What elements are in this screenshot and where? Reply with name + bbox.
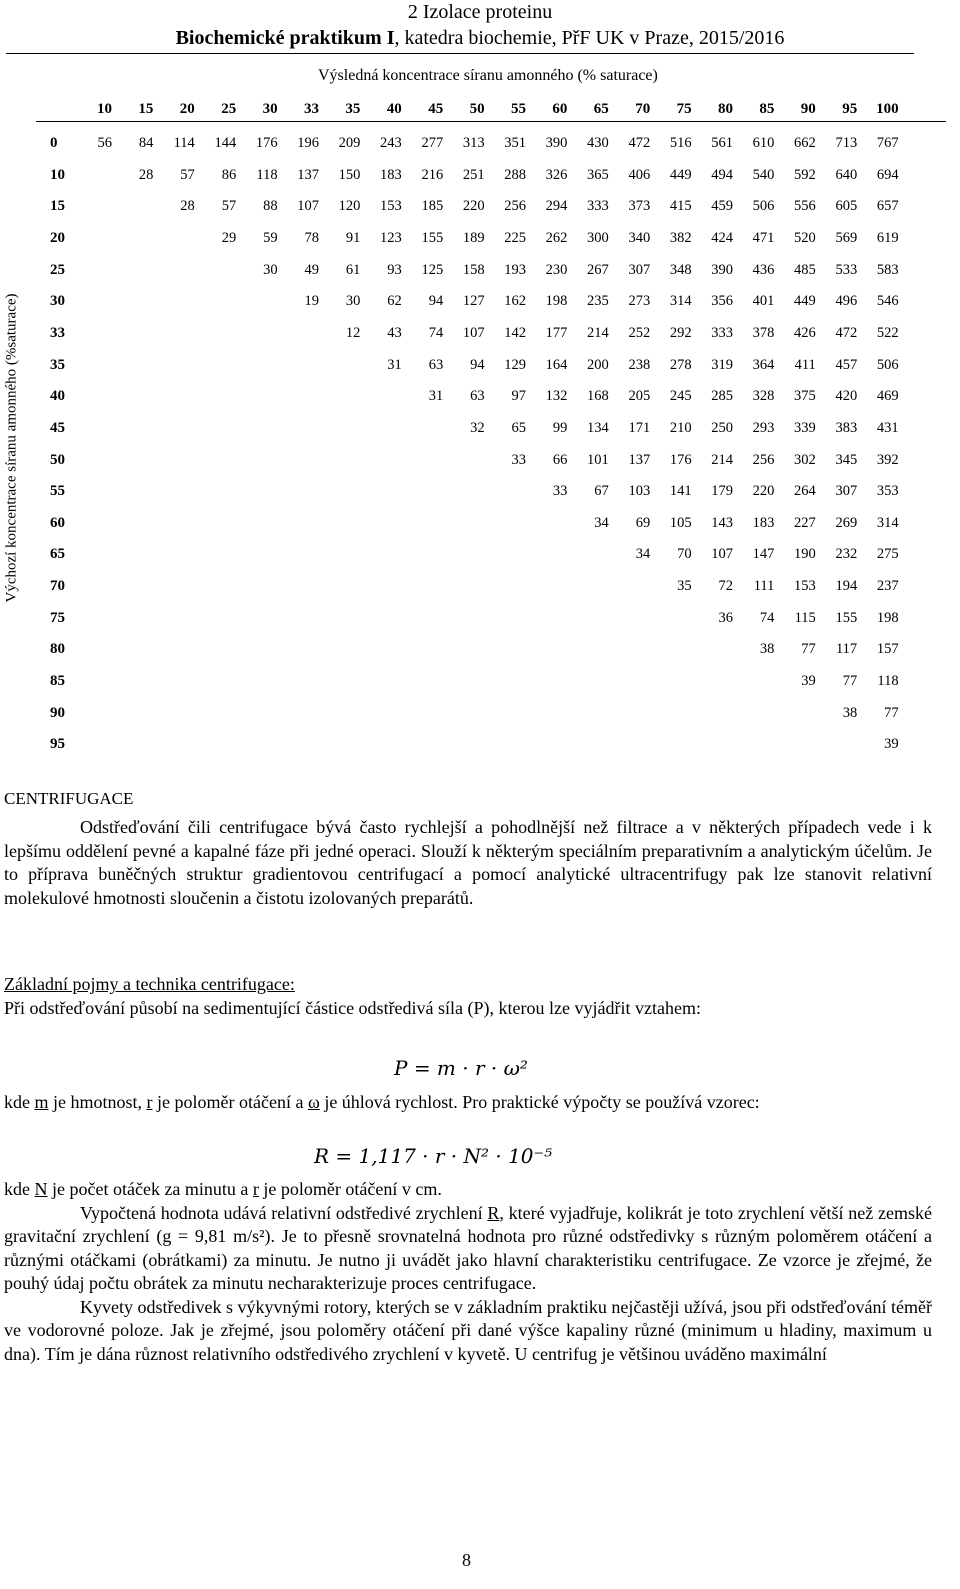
table-cell: 94 — [428, 293, 444, 310]
table-cell: 93 — [387, 261, 402, 278]
table-cell: 378 — [752, 324, 775, 341]
column-header-95: 95 — [842, 101, 858, 117]
table-cell: 533 — [835, 261, 858, 278]
table-cell: 415 — [669, 198, 692, 215]
table-cell: 333 — [711, 324, 733, 341]
table-cell: 250 — [711, 419, 733, 436]
table-cell: 485 — [794, 261, 816, 278]
column-header-100: 100 — [876, 101, 899, 117]
table-cell: 592 — [794, 166, 816, 183]
table-cell: 61 — [345, 261, 361, 278]
row-header-45: 45 — [50, 419, 65, 436]
table-cell: 264 — [794, 483, 816, 500]
where2-n: N — [34, 1179, 48, 1199]
table-cell: 147 — [752, 546, 775, 563]
table-cell: 411 — [794, 356, 816, 373]
table-cell: 457 — [835, 356, 858, 373]
intro-paragraph: Odstřeďování čili centrifugace bývá často rychlejší a pohodlnější než filtrace a v některých případech vede i k lepšímu oddělení pevné a kapalné fáze při jedné operaci. Slouží k některým speciálním preparativním a analytickým účelům. Je to příprava buněčných struktur gradientovou centrifugací a pomocí analytické ultracentrifugy pak lze stanovit relativní molekulové hmotnosti sloučenin a čistotu izolovaných preparátů. — [4, 817, 932, 908]
table-cell: 256 — [752, 451, 775, 468]
row-header-55: 55 — [50, 483, 65, 500]
table-cell: 382 — [669, 229, 692, 246]
table-cell: 123 — [380, 229, 402, 246]
table-cell: 63 — [428, 356, 444, 373]
table-cell: 662 — [794, 135, 816, 151]
row-axis-label-text: Výchozí koncentrace síranu amonného (%saturace) — [3, 293, 20, 603]
course-title — [0, 26, 960, 50]
table-cell: 157 — [876, 641, 899, 658]
table-cell: 88 — [263, 198, 278, 215]
table-cell: 235 — [587, 293, 609, 310]
table-cell: 214 — [711, 451, 733, 468]
table-cell: 353 — [876, 483, 899, 500]
where2-b: je počet otáček za minutu a — [47, 1179, 253, 1199]
table-cell: 561 — [711, 135, 733, 151]
where2-block — [4, 1178, 932, 1366]
table-cell: 333 — [587, 198, 609, 215]
table-cell: 33 — [552, 483, 568, 500]
row-header-15: 15 — [50, 198, 65, 215]
table-cell: 72 — [718, 578, 733, 595]
row-header-75: 75 — [50, 609, 65, 626]
table-cell: 94 — [470, 356, 485, 373]
table-cell: 210 — [669, 419, 692, 436]
table-title: Výsledná koncentrace síranu amonného (% saturace) — [318, 67, 658, 84]
table-cell: 426 — [794, 324, 816, 341]
table-cell: 168 — [587, 388, 609, 405]
table-cell: 273 — [628, 293, 651, 310]
table-cell: 449 — [669, 166, 692, 183]
table-cell: 63 — [470, 388, 485, 405]
table-cell: 619 — [876, 229, 899, 246]
table-cell: 657 — [876, 198, 899, 215]
table-cell: 142 — [504, 324, 526, 341]
table-cell: 28 — [180, 198, 195, 215]
column-header-20: 20 — [179, 101, 195, 117]
table-cell: 424 — [711, 229, 733, 246]
table-cell: 351 — [504, 135, 526, 151]
table-cell: 292 — [669, 324, 692, 341]
rcf-a: Vypočtená hodnota udává relativní odstředivé zrychlení — [80, 1202, 488, 1223]
column-header-70: 70 — [635, 101, 651, 117]
table-cell: 86 — [221, 166, 237, 183]
column-header-15: 15 — [138, 101, 154, 117]
table-cell: 105 — [669, 514, 692, 531]
table-cell: 569 — [835, 229, 858, 246]
table-cell: 340 — [628, 229, 651, 246]
table-cell: 314 — [876, 514, 899, 531]
table-cell: 153 — [794, 578, 816, 595]
table-cell: 39 — [801, 673, 816, 690]
course-title-rest: , katedra biochemie, PřF UK v Praze, 2015/2016 — [394, 27, 785, 49]
table-cell: 84 — [138, 135, 154, 151]
where1-a: kde — [4, 1092, 35, 1112]
column-header-33: 33 — [304, 101, 319, 117]
table-cell: 77 — [842, 673, 858, 690]
table-cell: 200 — [587, 356, 609, 373]
table-cell: 19 — [304, 293, 319, 310]
table-cell: 125 — [421, 261, 444, 278]
table-cell: 70 — [677, 546, 692, 563]
column-header-75: 75 — [676, 101, 692, 117]
table-cell: 375 — [794, 388, 816, 405]
table-cell: 33 — [511, 451, 526, 468]
table-cell: 472 — [628, 135, 651, 151]
table-cell: 118 — [877, 673, 899, 690]
row-header-25: 25 — [50, 261, 65, 278]
table-cell: 449 — [794, 293, 816, 310]
table-cell: 39 — [884, 736, 899, 753]
table-cell: 155 — [835, 609, 858, 626]
table-cell: 546 — [876, 293, 899, 310]
table-cell: 326 — [545, 166, 568, 183]
table-cell: 256 — [504, 198, 526, 215]
cuvette-paragraph: Kyvety odstředivek s výkyvnými rotory, kterých se v základním praktiku nejčastěji užívá, jsou při odstřeďování téměř ve vodorovné poloze. Jak je zřejmé, jsou poloměry otáčení při dané výšce kapaliny různé (minimum u hladiny, maximum u dna). Tím je dána různost relativního odstředivého zrychlení v kyvetě. U centrifug je většinou uváděno maximální — [4, 1296, 932, 1364]
table-cell: 59 — [263, 229, 278, 246]
table-cell: 220 — [462, 198, 485, 215]
page-number: 8 — [462, 1550, 471, 1570]
table-cell: 117 — [835, 641, 858, 658]
table-cell: 29 — [221, 229, 237, 246]
table-cell: 401 — [752, 293, 775, 310]
table-cell: 107 — [297, 198, 319, 215]
table-cell: 328 — [752, 388, 775, 405]
table-cell: 49 — [304, 261, 319, 278]
where2-a: kde — [4, 1179, 35, 1199]
column-header-80: 80 — [718, 101, 733, 117]
table-cell: 238 — [628, 356, 651, 373]
table-cell: 137 — [628, 451, 651, 468]
where2-c: je poloměr otáčení v cm. — [258, 1179, 442, 1199]
table-cell: 237 — [876, 578, 899, 595]
table-cell: 77 — [801, 641, 816, 658]
basics-heading-text: Základní pojmy a technika centrifugace: — [4, 974, 295, 994]
table-cell: 69 — [635, 514, 651, 531]
table-cell: 227 — [794, 514, 816, 531]
table-cell: 293 — [752, 419, 775, 436]
table-cell: 56 — [97, 135, 112, 151]
table-cell: 459 — [711, 198, 733, 215]
table-cell: 520 — [794, 229, 816, 246]
table-cell: 62 — [387, 293, 402, 310]
basics-heading — [4, 973, 932, 997]
table-cell: 91 — [345, 229, 361, 246]
table-cell: 183 — [752, 514, 775, 531]
table-cell: 78 — [304, 229, 319, 246]
row-header-0: 0 — [50, 135, 58, 151]
table-cell: 198 — [876, 609, 899, 626]
table-cell: 436 — [752, 261, 775, 278]
table-cell: 144 — [214, 135, 237, 151]
table-cell: 610 — [752, 135, 775, 151]
table-cell: 420 — [835, 388, 858, 405]
table-cell: 129 — [504, 356, 526, 373]
table-cell: 390 — [711, 261, 733, 278]
table-cell: 28 — [138, 166, 154, 183]
table-cell: 339 — [794, 419, 816, 436]
table-cell: 31 — [387, 356, 402, 373]
table-cell: 390 — [545, 135, 568, 151]
table-cell: 214 — [587, 324, 609, 341]
where1-c: je poloměr otáčení a — [152, 1092, 308, 1112]
table-cell: 216 — [421, 166, 444, 183]
table-cell: 269 — [835, 514, 858, 531]
table-cell: 251 — [462, 166, 485, 183]
table-cell: 115 — [794, 609, 816, 626]
table-cell: 143 — [711, 514, 733, 531]
row-header-20: 20 — [50, 229, 65, 246]
table-cell: 193 — [504, 261, 526, 278]
table-cell: 150 — [338, 166, 361, 183]
row-header-33: 33 — [50, 324, 65, 341]
table-cell: 694 — [876, 166, 899, 183]
table-cell: 194 — [835, 578, 858, 595]
table-cell: 179 — [711, 483, 733, 500]
table-cell: 540 — [752, 166, 775, 183]
table-cell: 164 — [545, 356, 568, 373]
table-cell: 262 — [545, 229, 568, 246]
table-cell: 66 — [552, 451, 568, 468]
where1-w: ω — [307, 1092, 320, 1112]
table-cell: 43 — [387, 324, 402, 341]
table-cell: 640 — [835, 166, 858, 183]
column-header-30: 30 — [262, 101, 278, 117]
where1-paragraph — [4, 1091, 932, 1115]
table-cell: 209 — [338, 135, 361, 151]
table-cell: 430 — [587, 135, 609, 151]
table-cell: 162 — [504, 293, 526, 310]
table-cell: 556 — [794, 198, 816, 215]
row-header-30: 30 — [50, 293, 65, 310]
table-cell: 767 — [876, 135, 899, 151]
table-cell: 364 — [752, 356, 775, 373]
table-cell: 141 — [669, 483, 692, 500]
table-cell: 118 — [256, 166, 278, 183]
header-rule — [6, 53, 914, 54]
where1-b: je hmotnost, — [48, 1092, 147, 1112]
table-cell: 205 — [628, 388, 651, 405]
table-cell: 177 — [545, 324, 568, 341]
table-cell: 114 — [173, 135, 195, 151]
column-header-90: 90 — [800, 101, 816, 117]
table-cell: 189 — [462, 229, 485, 246]
course-title-bold: Biochemické praktikum I — [175, 27, 395, 49]
table-cell: 522 — [876, 324, 899, 341]
row-header-60: 60 — [50, 514, 65, 531]
table-cell: 77 — [884, 704, 899, 721]
table-cell: 127 — [462, 293, 485, 310]
table-cell: 275 — [876, 546, 899, 563]
basics-paragraph: Při odstřeďování působí na sedimentující částice odstředivá síla (P), kterou lze vyjádřit vztahem: — [4, 997, 701, 1018]
table-cell: 232 — [835, 546, 858, 563]
table-cell: 506 — [752, 198, 775, 215]
table-cell: 471 — [752, 229, 775, 246]
row-header-35: 35 — [50, 356, 65, 373]
table-cell: 30 — [345, 293, 361, 310]
table-cell: 278 — [669, 356, 692, 373]
table-cell: 294 — [545, 198, 568, 215]
table-cell: 243 — [380, 135, 402, 151]
table-cell: 307 — [835, 483, 858, 500]
table-cell: 392 — [876, 451, 899, 468]
column-header-50: 50 — [469, 101, 485, 117]
where1-d: je úhlová rychlost. Pro praktické výpočty se používá vzorec: — [319, 1092, 760, 1112]
where1-m: m — [34, 1092, 49, 1112]
table-cell: 583 — [876, 261, 899, 278]
column-header-40: 40 — [386, 101, 402, 117]
column-header-60: 60 — [552, 101, 568, 117]
table-cell: 132 — [545, 388, 568, 405]
table-cell: 196 — [297, 135, 319, 151]
table-cell: 345 — [835, 451, 858, 468]
table-cell: 472 — [835, 324, 858, 341]
table-cell: 101 — [587, 451, 609, 468]
table-cell: 176 — [255, 135, 278, 151]
table-cell: 57 — [180, 166, 195, 183]
table-cell: 373 — [628, 198, 651, 215]
table-cell: 111 — [753, 578, 775, 595]
table-cell: 74 — [759, 609, 775, 626]
table-cell: 302 — [794, 451, 816, 468]
table-cell: 134 — [587, 419, 609, 436]
table-cell: 267 — [587, 261, 609, 278]
column-header-35: 35 — [345, 101, 361, 117]
table-cell: 32 — [470, 419, 485, 436]
table-cell: 97 — [511, 388, 526, 405]
column-header-65: 65 — [593, 101, 609, 117]
table-cell: 469 — [876, 388, 899, 405]
table-cell: 605 — [835, 198, 858, 215]
table-cell: 285 — [711, 388, 733, 405]
table-cell: 34 — [635, 546, 651, 563]
table-cell: 65 — [511, 419, 526, 436]
table-cell: 494 — [711, 166, 733, 183]
table-cell: 36 — [718, 609, 733, 626]
table-cell: 34 — [594, 514, 609, 531]
table-cell: 365 — [587, 166, 609, 183]
table-cell: 506 — [876, 356, 899, 373]
table-cell: 245 — [669, 388, 692, 405]
table-cell: 230 — [545, 261, 568, 278]
formula-rcf: R = 1,117 · r · N² · 10⁻⁵ — [314, 1144, 553, 1168]
table-cell: 38 — [842, 704, 858, 721]
table-cell: 103 — [628, 483, 651, 500]
intro-block — [4, 816, 932, 910]
table-cell: 38 — [759, 641, 775, 658]
row-header-40: 40 — [50, 388, 65, 405]
row-header-50: 50 — [50, 451, 65, 468]
formula-force: P = m · r · ω² — [394, 1056, 528, 1080]
table-cell: 713 — [835, 135, 858, 151]
rcf-R: R — [487, 1202, 500, 1223]
table-cell: 74 — [428, 324, 444, 341]
table-cell: 183 — [380, 166, 402, 183]
row-header-90: 90 — [50, 704, 65, 721]
row-header-80: 80 — [50, 641, 65, 658]
table-cell: 496 — [835, 293, 858, 310]
table-cell: 153 — [380, 198, 402, 215]
table-cell: 155 — [421, 229, 444, 246]
row-header-10: 10 — [50, 166, 65, 183]
table-cell: 31 — [428, 388, 444, 405]
table-cell: 313 — [462, 135, 485, 151]
column-header-45: 45 — [428, 101, 444, 117]
table-cell: 137 — [297, 166, 319, 183]
column-header-10: 10 — [97, 101, 112, 117]
row-header-95: 95 — [50, 736, 65, 753]
rcf-paragraph — [4, 1202, 932, 1296]
basics-block — [4, 973, 932, 1020]
table-cell: 107 — [462, 324, 485, 341]
table-cell: 198 — [545, 293, 568, 310]
chapter-title: 2 Izolace proteinu — [407, 1, 553, 23]
table-cell: 431 — [876, 419, 899, 436]
centrifugation-heading: CENTRIFUGACE — [4, 789, 134, 808]
table-cell: 57 — [221, 198, 237, 215]
table-cell: 190 — [794, 546, 816, 563]
table-cell: 30 — [263, 261, 278, 278]
where1-block — [4, 1091, 932, 1115]
table-cell: 158 — [462, 261, 485, 278]
column-header-25: 25 — [221, 101, 237, 117]
table-cell: 314 — [669, 293, 692, 310]
table-cell: 220 — [752, 483, 775, 500]
table-cell: 107 — [711, 546, 733, 563]
table-cell: 356 — [711, 293, 733, 310]
table-cell: 383 — [835, 419, 858, 436]
rcf-b: , které vyjadřuje, kolikrát je toto zrychlení větší než zemské gravitační zrychlení (g = 9,81 m/s²). Je to přesně srovnatelná hodnota pro různé odstředivky s různým poloměrem otáčení a různými otáčkami (obrátkami) za minutu. Je nutno ji uvádět jako hlavní charakteristiku centrifugace. Ze vzorce je zřejmé, že pouhý údaj počtu obrátek za minutu necharakterizuje proces centrifugace. — [4, 1202, 932, 1293]
table-cell: 406 — [628, 166, 651, 183]
table-cell: 277 — [421, 135, 444, 151]
table-cell: 288 — [504, 166, 526, 183]
table-cell: 516 — [669, 135, 692, 151]
column-header-55: 55 — [511, 101, 526, 117]
table-cell: 120 — [338, 198, 361, 215]
table-cell: 307 — [628, 261, 651, 278]
row-header-65: 65 — [50, 546, 65, 563]
column-header-85: 85 — [759, 101, 775, 117]
table-cell: 252 — [628, 324, 651, 341]
where2-paragraph — [4, 1178, 932, 1202]
table-cell: 319 — [711, 356, 733, 373]
table-cell: 99 — [552, 419, 568, 436]
table-cell: 300 — [587, 229, 609, 246]
table-cell: 171 — [628, 419, 651, 436]
table-cell: 348 — [669, 261, 692, 278]
table-cell: 35 — [677, 578, 692, 595]
table-header-rule — [36, 121, 946, 122]
table-cell: 12 — [345, 324, 361, 341]
table-cell: 225 — [504, 229, 526, 246]
table-cell: 67 — [594, 483, 609, 500]
table-cell: 176 — [669, 451, 692, 468]
row-header-70: 70 — [50, 578, 65, 595]
table-cell: 185 — [421, 198, 444, 215]
where2-r: r — [252, 1179, 259, 1199]
where1-r: r — [146, 1092, 153, 1112]
row-header-85: 85 — [50, 673, 65, 690]
